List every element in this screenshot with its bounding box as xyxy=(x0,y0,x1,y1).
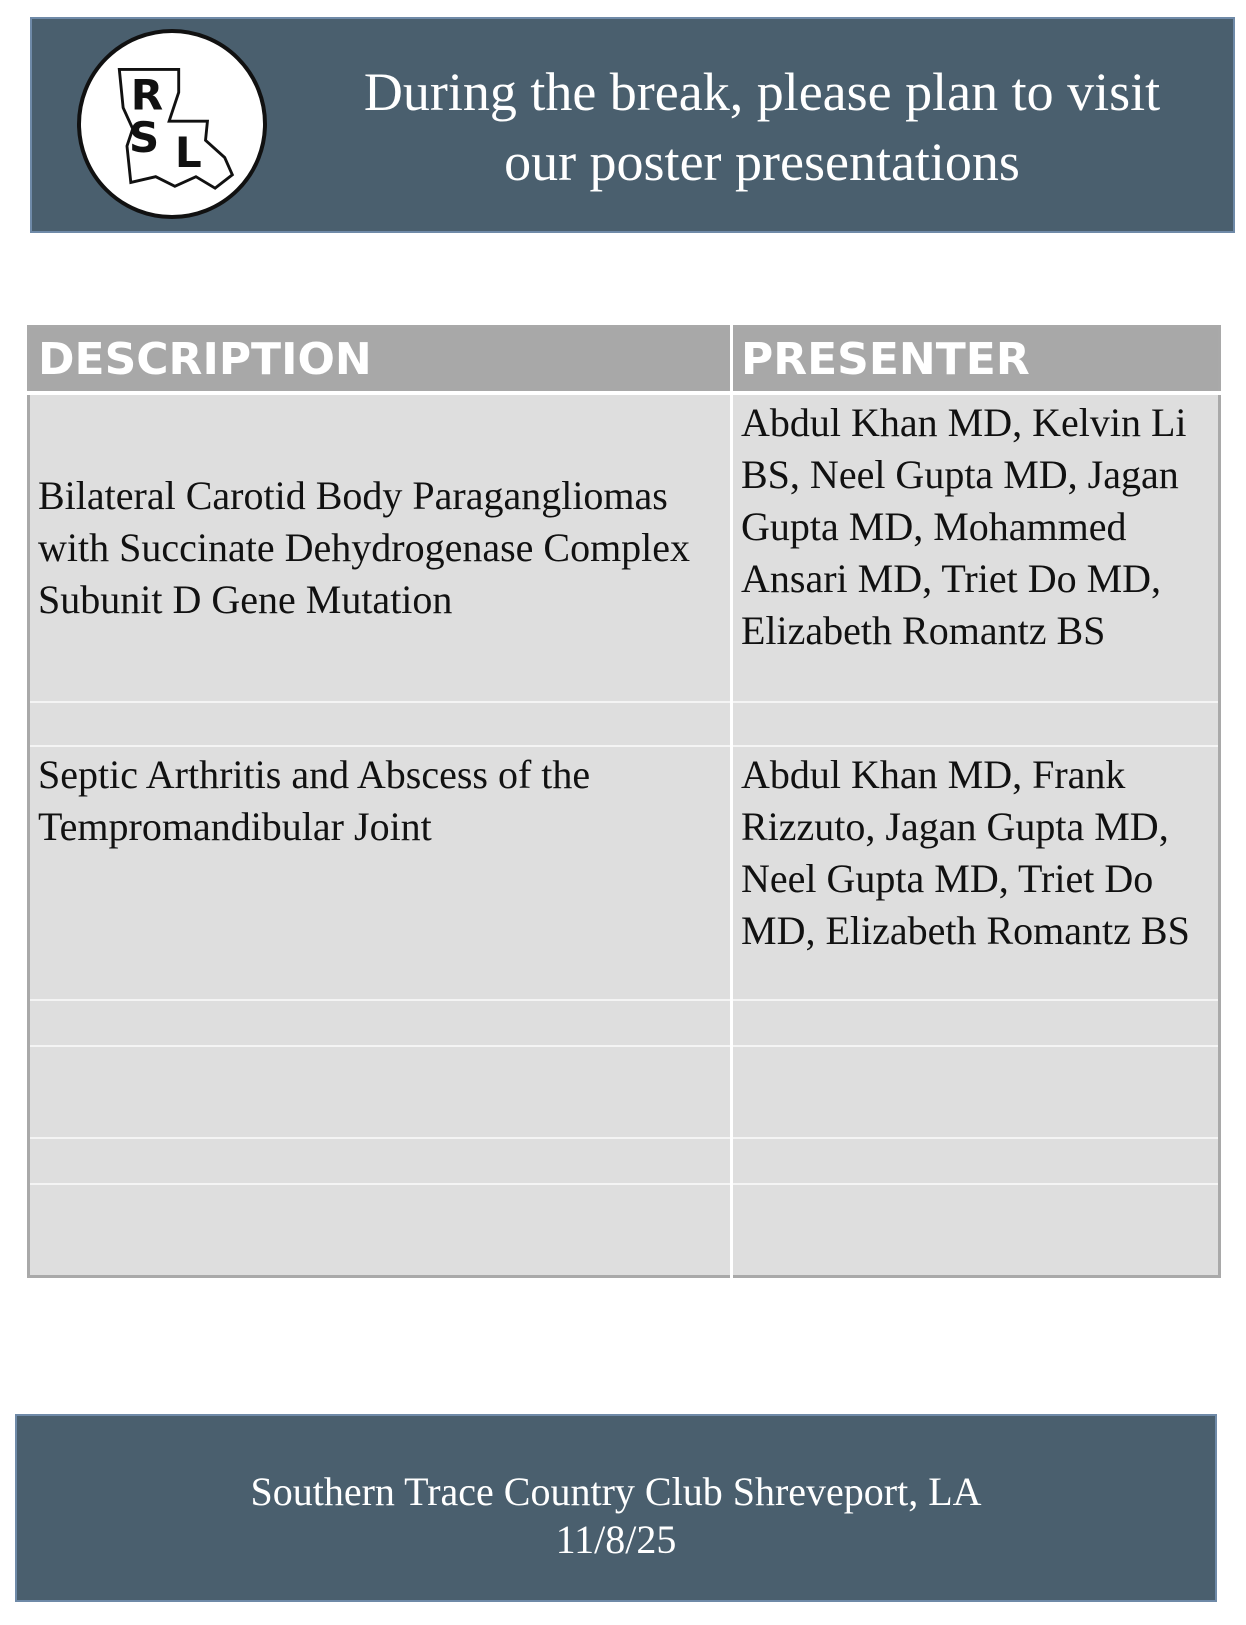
description-cell xyxy=(29,1000,732,1046)
presenter-cell xyxy=(732,702,1220,746)
column-header-description: DESCRIPTION xyxy=(29,327,732,394)
venue-text: Southern Trace Country Club Shreveport, LA xyxy=(250,1469,982,1514)
presenter-cell xyxy=(732,1184,1220,1277)
header-banner xyxy=(30,17,1235,233)
logo-letter-l: L xyxy=(174,128,202,178)
presenter-cell xyxy=(732,1138,1220,1184)
presenter-cell xyxy=(732,1046,1220,1138)
header-title: During the break, please plan to visit our poster presentations xyxy=(363,62,1161,192)
table-row xyxy=(29,1000,1220,1046)
table-row xyxy=(29,1046,1220,1138)
presenter-cell xyxy=(732,1000,1220,1046)
table-header-row xyxy=(29,327,1220,394)
footer-text xyxy=(17,1468,1215,1564)
description-cell xyxy=(29,702,732,746)
column-header-presenter: PRESENTER xyxy=(732,327,1220,394)
table-row xyxy=(29,393,1220,702)
table-row xyxy=(29,1184,1220,1277)
presenter-cell: Abdul Khan MD, Frank Rizzuto, Jagan Gupta MD, Neel Gupta MD, Triet Do MD, Elizabeth Romantz BS xyxy=(732,746,1220,1000)
rsl-logo xyxy=(77,29,267,219)
description-cell: Bilateral Carotid Body Paragangliomas with Succinate Dehydrogenase Complex Subunit D Gene Mutation xyxy=(29,393,732,702)
description-cell xyxy=(29,1046,732,1138)
logo-letter-r: R xyxy=(130,70,164,120)
description-cell xyxy=(29,1184,732,1277)
description-cell: Septic Arthritis and Abscess of the Tempromandibular Joint xyxy=(29,746,732,1000)
footer-banner xyxy=(15,1414,1217,1602)
description-cell xyxy=(29,1138,732,1184)
presenter-cell: Abdul Khan MD, Kelvin Li BS, Neel Gupta MD, Jagan Gupta MD, Mohammed Ansari MD, Triet Do MD, Elizabeth Romantz BS xyxy=(732,393,1220,702)
table-row xyxy=(29,1138,1220,1184)
event-date: 11/8/25 xyxy=(555,1517,677,1562)
louisiana-map-icon xyxy=(81,33,263,215)
poster-table xyxy=(27,325,1221,1278)
table-row xyxy=(29,702,1220,746)
table-row xyxy=(29,746,1220,1000)
logo-letter-s: S xyxy=(128,112,160,162)
